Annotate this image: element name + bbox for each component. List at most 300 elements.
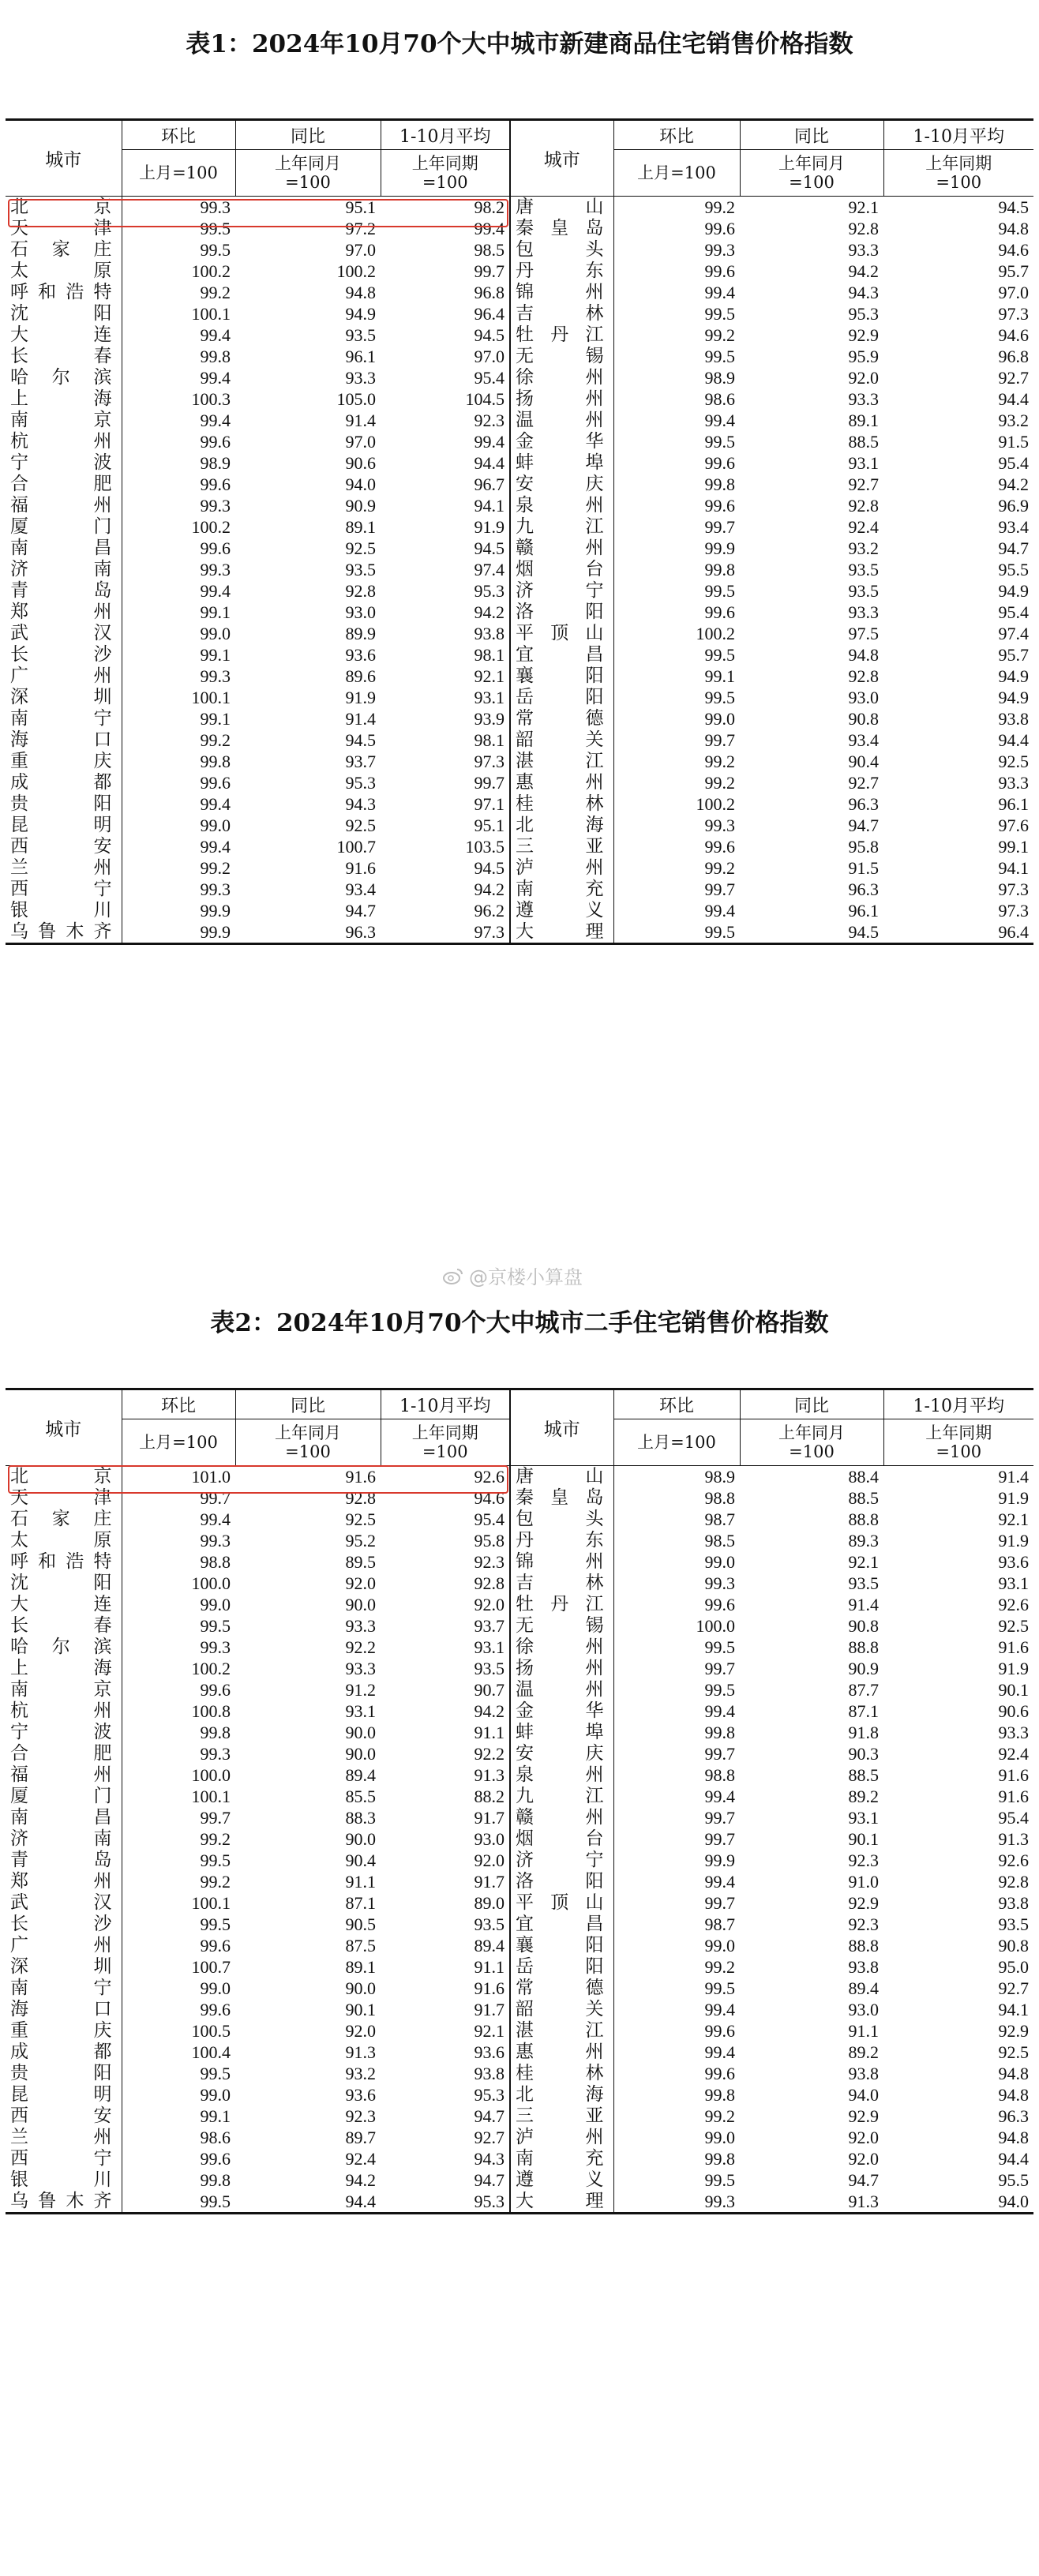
city-name: 温 州	[510, 1679, 613, 1700]
mom-value: 100.2	[122, 516, 235, 538]
mom-value: 100.1	[122, 1786, 235, 1807]
mom-value: 99.7	[613, 1743, 740, 1764]
mom-value: 99.3	[122, 666, 235, 687]
mom-value: 99.6	[122, 474, 235, 495]
avg-subheader: 上年同期 =100	[381, 150, 510, 197]
yoy-value: 93.4	[848, 730, 879, 750]
avg-value: 94.6	[998, 240, 1029, 260]
avg-value: 97.4	[474, 560, 504, 579]
yoy-value: 89.1	[848, 411, 879, 430]
table-row	[6, 495, 1033, 516]
table-row	[6, 1573, 1033, 1594]
avg-value: 93.7	[474, 1616, 504, 1636]
mom-value: 99.0	[122, 1978, 235, 1999]
mom-value: 99.5	[122, 2191, 235, 2214]
avg-value: 94.1	[474, 496, 504, 516]
avg-value: 91.9	[998, 1488, 1029, 1508]
yoy-value: 88.8	[848, 1637, 879, 1657]
yoy-value: 94.9	[345, 304, 376, 324]
avg-value: 95.4	[998, 602, 1029, 622]
mom-value: 99.6	[613, 261, 740, 282]
mom-value: 101.0	[122, 1466, 235, 1488]
avg-value: 95.8	[474, 1531, 504, 1550]
mom-value: 99.6	[122, 1679, 235, 1700]
avg-value: 91.6	[998, 1637, 1029, 1657]
avg-value: 96.8	[474, 283, 504, 302]
city-name: 呼和浩特	[10, 1551, 112, 1572]
mom-value: 99.9	[613, 538, 740, 559]
mom-value: 99.2	[613, 197, 740, 219]
yoy-value: 87.1	[848, 1701, 879, 1721]
city-name: 泉 州	[510, 495, 613, 516]
avg-value: 90.1	[998, 1680, 1029, 1700]
avg-value: 91.3	[998, 1829, 1029, 1849]
city-name: 蚌 埠	[510, 452, 613, 474]
yoy-subheader: 上年同月 =100	[740, 1419, 883, 1466]
yoy-value: 94.2	[848, 261, 879, 281]
table1-body	[6, 197, 1033, 944]
avg-subheader: 上年同期 =100	[883, 150, 1033, 197]
yoy-value: 94.2	[345, 2170, 376, 2190]
yoy-value: 93.6	[345, 645, 376, 665]
mom-value: 99.9	[122, 921, 235, 944]
avg-value: 92.7	[998, 368, 1029, 388]
city-name: 唐 山	[510, 197, 613, 219]
yoy-value: 95.3	[345, 773, 376, 793]
mom-value: 99.2	[122, 1871, 235, 1892]
mom-value: 100.1	[122, 687, 235, 708]
table-row	[6, 1935, 1033, 1956]
table-row	[6, 1956, 1033, 1978]
yoy-value: 91.0	[848, 1872, 879, 1892]
avg-value: 94.2	[474, 879, 504, 899]
avg-value: 94.5	[474, 325, 504, 345]
yoy-value: 91.6	[345, 1467, 376, 1487]
city-name: 扬 州	[510, 1658, 613, 1679]
avg-value: 98.5	[474, 240, 504, 260]
table-row	[6, 1551, 1033, 1573]
table-row	[6, 644, 1033, 666]
city-name: 常 德	[510, 1978, 613, 1999]
table-row	[6, 559, 1033, 580]
avg-value: 93.8	[998, 1893, 1029, 1913]
city-name: 宜 昌	[510, 1914, 613, 1935]
city-name: 桂 林	[510, 793, 613, 815]
mom-value: 99.4	[613, 2042, 740, 2063]
mom-value: 99.0	[613, 1935, 740, 1956]
mom-value: 99.3	[613, 239, 740, 261]
city-name: 牡丹江	[510, 324, 613, 346]
mom-value: 100.1	[122, 303, 235, 324]
table-row	[6, 1466, 1033, 1488]
city-name: 济 宁	[510, 580, 613, 602]
table-row	[6, 580, 1033, 602]
city-name: 遵 义	[510, 2169, 613, 2191]
avg-value: 97.1	[474, 794, 504, 814]
city-name: 银 川	[10, 900, 112, 921]
yoy-value: 91.4	[848, 1595, 879, 1614]
avg-value: 93.8	[474, 624, 504, 643]
yoy-value: 94.7	[345, 901, 376, 921]
city-name: 福 州	[10, 1764, 112, 1785]
table-row	[6, 1743, 1033, 1764]
yoy-value: 95.3	[848, 304, 879, 324]
avg-value: 94.1	[998, 2000, 1029, 2019]
table-row	[6, 1807, 1033, 1828]
yoy-value: 94.7	[848, 2170, 879, 2190]
mom-value: 98.5	[613, 1530, 740, 1551]
avg-value: 93.0	[474, 1829, 504, 1849]
yoy-value: 94.5	[345, 730, 376, 750]
city-name: 深 圳	[10, 687, 112, 707]
mom-value: 99.6	[122, 772, 235, 793]
city-name: 济 宁	[510, 1850, 613, 1871]
city-name: 贵 阳	[10, 2063, 112, 2083]
yoy-value: 89.1	[345, 517, 376, 537]
yoy-value: 93.3	[848, 602, 879, 622]
mom-value: 99.4	[122, 836, 235, 857]
table-row	[6, 602, 1033, 623]
mom-value: 99.2	[613, 751, 740, 772]
city-name: 韶 关	[510, 729, 613, 751]
yoy-value: 95.2	[345, 1531, 376, 1550]
mom-value: 99.7	[122, 1487, 235, 1509]
mom-value: 99.5	[122, 1615, 235, 1637]
yoy-value: 88.5	[848, 1488, 879, 1508]
city-name: 昆 明	[10, 2084, 112, 2105]
avg-value: 95.4	[474, 368, 504, 388]
avg-header: 1-10月平均	[883, 1389, 1033, 1419]
city-name: 太 原	[10, 261, 112, 281]
avg-value: 92.5	[998, 2042, 1029, 2062]
avg-value: 92.9	[998, 2021, 1029, 2041]
mom-value: 99.4	[613, 900, 740, 921]
mom-value: 99.2	[613, 772, 740, 793]
city-name: 杭 州	[10, 431, 112, 452]
mom-value: 99.7	[613, 516, 740, 538]
yoy-value: 92.1	[848, 1552, 879, 1572]
yoy-value: 93.5	[345, 560, 376, 579]
mom-value: 99.7	[613, 879, 740, 900]
avg-value: 98.1	[474, 645, 504, 665]
avg-value: 93.8	[474, 2064, 504, 2083]
city-name: 合 肥	[10, 1743, 112, 1764]
mom-value: 99.2	[613, 1956, 740, 1978]
yoy-value: 94.0	[345, 474, 376, 494]
table-row	[6, 2148, 1033, 2169]
table-row	[6, 2042, 1033, 2063]
mom-value: 99.5	[122, 2063, 235, 2084]
city-header: 城市	[510, 120, 613, 197]
mom-value: 100.0	[122, 1764, 235, 1786]
mom-value: 99.9	[613, 1850, 740, 1871]
mom-header: 环比	[122, 120, 235, 150]
mom-value: 98.6	[122, 2127, 235, 2148]
avg-value: 92.3	[474, 1552, 504, 1572]
table-row	[6, 666, 1033, 687]
yoy-value: 90.0	[345, 1595, 376, 1614]
yoy-value: 90.3	[848, 1744, 879, 1764]
avg-value: 91.1	[474, 1957, 504, 1977]
mom-value: 99.7	[613, 1828, 740, 1850]
yoy-subheader: 上年同月 =100	[235, 1419, 381, 1466]
avg-value: 94.6	[474, 1488, 504, 1508]
yoy-value: 92.5	[345, 538, 376, 558]
city-name: 南 宁	[10, 1978, 112, 1998]
mom-value: 99.0	[613, 1551, 740, 1573]
mom-value: 99.2	[122, 857, 235, 879]
city-name: 广 州	[10, 666, 112, 686]
city-name: 桂 林	[510, 2063, 613, 2084]
avg-value: 93.6	[998, 1552, 1029, 1572]
city-name: 石家庄	[10, 239, 112, 260]
table-row	[6, 1871, 1033, 1892]
city-name: 昆 明	[10, 815, 112, 835]
table-row	[6, 303, 1033, 324]
avg-value: 92.5	[998, 752, 1029, 771]
yoy-header: 同比	[235, 1389, 381, 1419]
yoy-value: 96.3	[848, 879, 879, 899]
city-name: 大 连	[10, 1594, 112, 1614]
avg-value: 93.1	[998, 1573, 1029, 1593]
mom-value: 100.0	[613, 1615, 740, 1637]
mom-header: 环比	[613, 120, 740, 150]
avg-value: 95.0	[998, 1957, 1029, 1977]
table-row	[6, 879, 1033, 900]
yoy-value: 94.4	[235, 2191, 381, 2214]
yoy-value: 93.6	[345, 2085, 376, 2105]
table-row	[6, 623, 1033, 644]
yoy-value: 90.6	[345, 453, 376, 473]
city-name: 蚌 埠	[510, 1722, 613, 1743]
mom-value: 99.6	[122, 1935, 235, 1956]
table-row	[6, 218, 1033, 239]
yoy-value: 97.2	[345, 219, 376, 238]
yoy-value: 94.3	[345, 794, 376, 814]
city-name: 南 充	[510, 2148, 613, 2169]
mom-value: 99.8	[613, 2148, 740, 2169]
mom-value: 99.2	[122, 282, 235, 303]
mom-header: 环比	[122, 1389, 235, 1419]
mom-value: 99.8	[613, 474, 740, 495]
city-name: 兰 州	[10, 2127, 112, 2147]
mom-value: 98.8	[122, 1551, 235, 1573]
city-name: 锦 州	[510, 1551, 613, 1573]
avg-value: 95.4	[998, 453, 1029, 473]
yoy-subheader: 上年同月 =100	[740, 150, 883, 197]
mom-subheader: 上月=100	[122, 150, 235, 197]
yoy-value: 90.8	[848, 1616, 879, 1636]
city-name: 重 庆	[10, 2020, 112, 2041]
yoy-value: 94.5	[740, 921, 883, 944]
city-name: 贵 阳	[10, 793, 112, 814]
mom-value: 99.7	[613, 1892, 740, 1914]
avg-value: 92.7	[474, 2128, 504, 2147]
avg-value: 92.1	[474, 666, 504, 686]
mom-value: 99.5	[122, 1914, 235, 1935]
yoy-value: 105.0	[336, 389, 376, 409]
mom-value: 99.8	[122, 1722, 235, 1743]
avg-value: 96.8	[998, 347, 1029, 366]
yoy-value: 92.0	[848, 2128, 879, 2147]
table2-title: 表2：2024年10月70个大中城市二手住宅销售价格指数	[210, 1309, 829, 1337]
mom-value: 99.6	[613, 452, 740, 474]
city-name: 丹 东	[510, 261, 613, 282]
avg-value: 91.1	[474, 1723, 504, 1742]
avg-value: 96.9	[998, 496, 1029, 516]
avg-value: 95.4	[998, 1808, 1029, 1828]
yoy-value: 92.4	[848, 517, 879, 537]
mom-value: 99.0	[122, 1594, 235, 1615]
city-name: 南 昌	[10, 1807, 112, 1828]
table-row	[6, 2084, 1033, 2105]
table-row	[6, 282, 1033, 303]
city-name: 西 安	[10, 2105, 112, 2126]
city-name: 哈尔滨	[10, 367, 112, 388]
table-row	[6, 1914, 1033, 1935]
mom-value: 99.1	[122, 708, 235, 729]
city-name: 乌鲁木齐	[6, 2191, 122, 2214]
avg-value: 99.1	[998, 837, 1029, 857]
table-row	[6, 346, 1033, 367]
yoy-value: 88.8	[848, 1936, 879, 1955]
yoy-value: 92.9	[848, 1893, 879, 1913]
avg-value: 94.6	[998, 325, 1029, 345]
avg-value: 93.9	[474, 709, 504, 729]
mom-value: 98.8	[613, 1764, 740, 1786]
yoy-value: 93.3	[345, 1659, 376, 1678]
table-row	[6, 857, 1033, 879]
mom-value: 99.0	[613, 708, 740, 729]
yoy-value: 97.0	[345, 432, 376, 452]
table-row	[6, 1786, 1033, 1807]
city-name: 唐 山	[510, 1466, 613, 1488]
city-name: 赣 州	[510, 1807, 613, 1828]
yoy-value: 92.5	[345, 816, 376, 835]
avg-value: 95.5	[998, 560, 1029, 579]
yoy-value: 85.5	[345, 1787, 376, 1806]
avg-value: 94.8	[998, 219, 1029, 238]
mom-value: 99.6	[613, 218, 740, 239]
yoy-value: 88.3	[345, 1808, 376, 1828]
city-name: 福 州	[10, 495, 112, 516]
city-name: 上 海	[10, 388, 112, 409]
yoy-value: 92.7	[848, 773, 879, 793]
city-name: 徐 州	[510, 367, 613, 388]
avg-value: 93.3	[998, 1723, 1029, 1742]
avg-value: 91.5	[998, 432, 1029, 452]
city-name: 深 圳	[10, 1956, 112, 1977]
city-name: 安 庆	[510, 1743, 613, 1764]
yoy-value: 92.8	[345, 1488, 376, 1508]
city-name: 合 肥	[10, 474, 112, 494]
avg-value: 94.2	[998, 474, 1029, 494]
mom-value: 99.2	[122, 1828, 235, 1850]
avg-value: 91.6	[998, 1765, 1029, 1785]
city-name: 包 头	[510, 1509, 613, 1530]
city-name: 青 岛	[10, 1850, 112, 1870]
yoy-value: 100.2	[336, 261, 376, 281]
yoy-header: 同比	[740, 120, 883, 150]
avg-value: 92.8	[474, 1573, 504, 1593]
city-header: 城市	[6, 1389, 122, 1466]
table-row	[6, 751, 1033, 772]
city-name: 温 州	[510, 410, 613, 431]
yoy-value: 91.5	[848, 858, 879, 878]
city-name: 泸 州	[510, 2127, 613, 2148]
mom-value: 99.5	[122, 239, 235, 261]
avg-value: 94.9	[998, 688, 1029, 707]
avg-value: 94.5	[998, 197, 1029, 217]
mom-subheader: 上月=100	[613, 150, 740, 197]
mom-value: 99.4	[613, 1786, 740, 1807]
city-name: 沈 阳	[10, 303, 112, 324]
city-name: 烟 台	[510, 1828, 613, 1850]
avg-value: 94.7	[998, 538, 1029, 558]
yoy-value: 91.1	[345, 1872, 376, 1892]
mom-value: 100.2	[613, 793, 740, 815]
city-name: 平顶山	[510, 623, 613, 644]
avg-value: 91.9	[998, 1659, 1029, 1678]
yoy-value: 91.6	[345, 858, 376, 878]
yoy-value: 93.3	[848, 389, 879, 409]
yoy-value: 96.3	[235, 921, 381, 944]
city-name: 大 理	[510, 921, 613, 944]
mom-value: 99.4	[122, 580, 235, 602]
yoy-value: 92.8	[345, 581, 376, 601]
yoy-value: 93.3	[848, 240, 879, 260]
avg-value: 90.6	[998, 1701, 1029, 1721]
table-row	[6, 1700, 1033, 1722]
table2-body	[6, 1466, 1033, 2214]
avg-value: 99.7	[474, 773, 504, 793]
mom-value: 99.5	[122, 218, 235, 239]
city-name: 牡丹江	[510, 1594, 613, 1615]
yoy-value: 95.9	[848, 347, 879, 366]
city-name: 吉 林	[510, 303, 613, 324]
city-name: 宁 波	[10, 452, 112, 473]
table-row	[6, 239, 1033, 261]
table-row	[6, 729, 1033, 751]
avg-value: 92.3	[474, 411, 504, 430]
mom-value: 99.3	[613, 1573, 740, 1594]
avg-value: 97.0	[474, 347, 504, 366]
yoy-value: 93.5	[345, 325, 376, 345]
yoy-value: 91.2	[345, 1680, 376, 1700]
mom-value: 99.8	[122, 751, 235, 772]
avg-value: 92.0	[474, 1850, 504, 1870]
table-row	[6, 2020, 1033, 2042]
yoy-value: 92.8	[848, 666, 879, 686]
city-name: 兰 州	[10, 857, 112, 878]
mom-value: 99.2	[122, 729, 235, 751]
yoy-value: 95.1	[345, 197, 376, 217]
avg-value: 93.5	[998, 1914, 1029, 1934]
yoy-value: 90.0	[345, 1829, 376, 1849]
city-name: 湛 江	[510, 751, 613, 772]
city-name: 北 海	[510, 815, 613, 836]
avg-value: 91.7	[474, 1872, 504, 1892]
mom-value: 100.2	[122, 261, 235, 282]
yoy-value: 94.0	[848, 2085, 879, 2105]
avg-value: 96.7	[474, 474, 504, 494]
table-row	[6, 2105, 1033, 2127]
table-row	[6, 261, 1033, 282]
avg-value: 91.6	[474, 1978, 504, 1998]
table-row	[6, 1892, 1033, 1914]
yoy-value: 92.4	[345, 2149, 376, 2169]
yoy-value: 91.9	[345, 688, 376, 707]
